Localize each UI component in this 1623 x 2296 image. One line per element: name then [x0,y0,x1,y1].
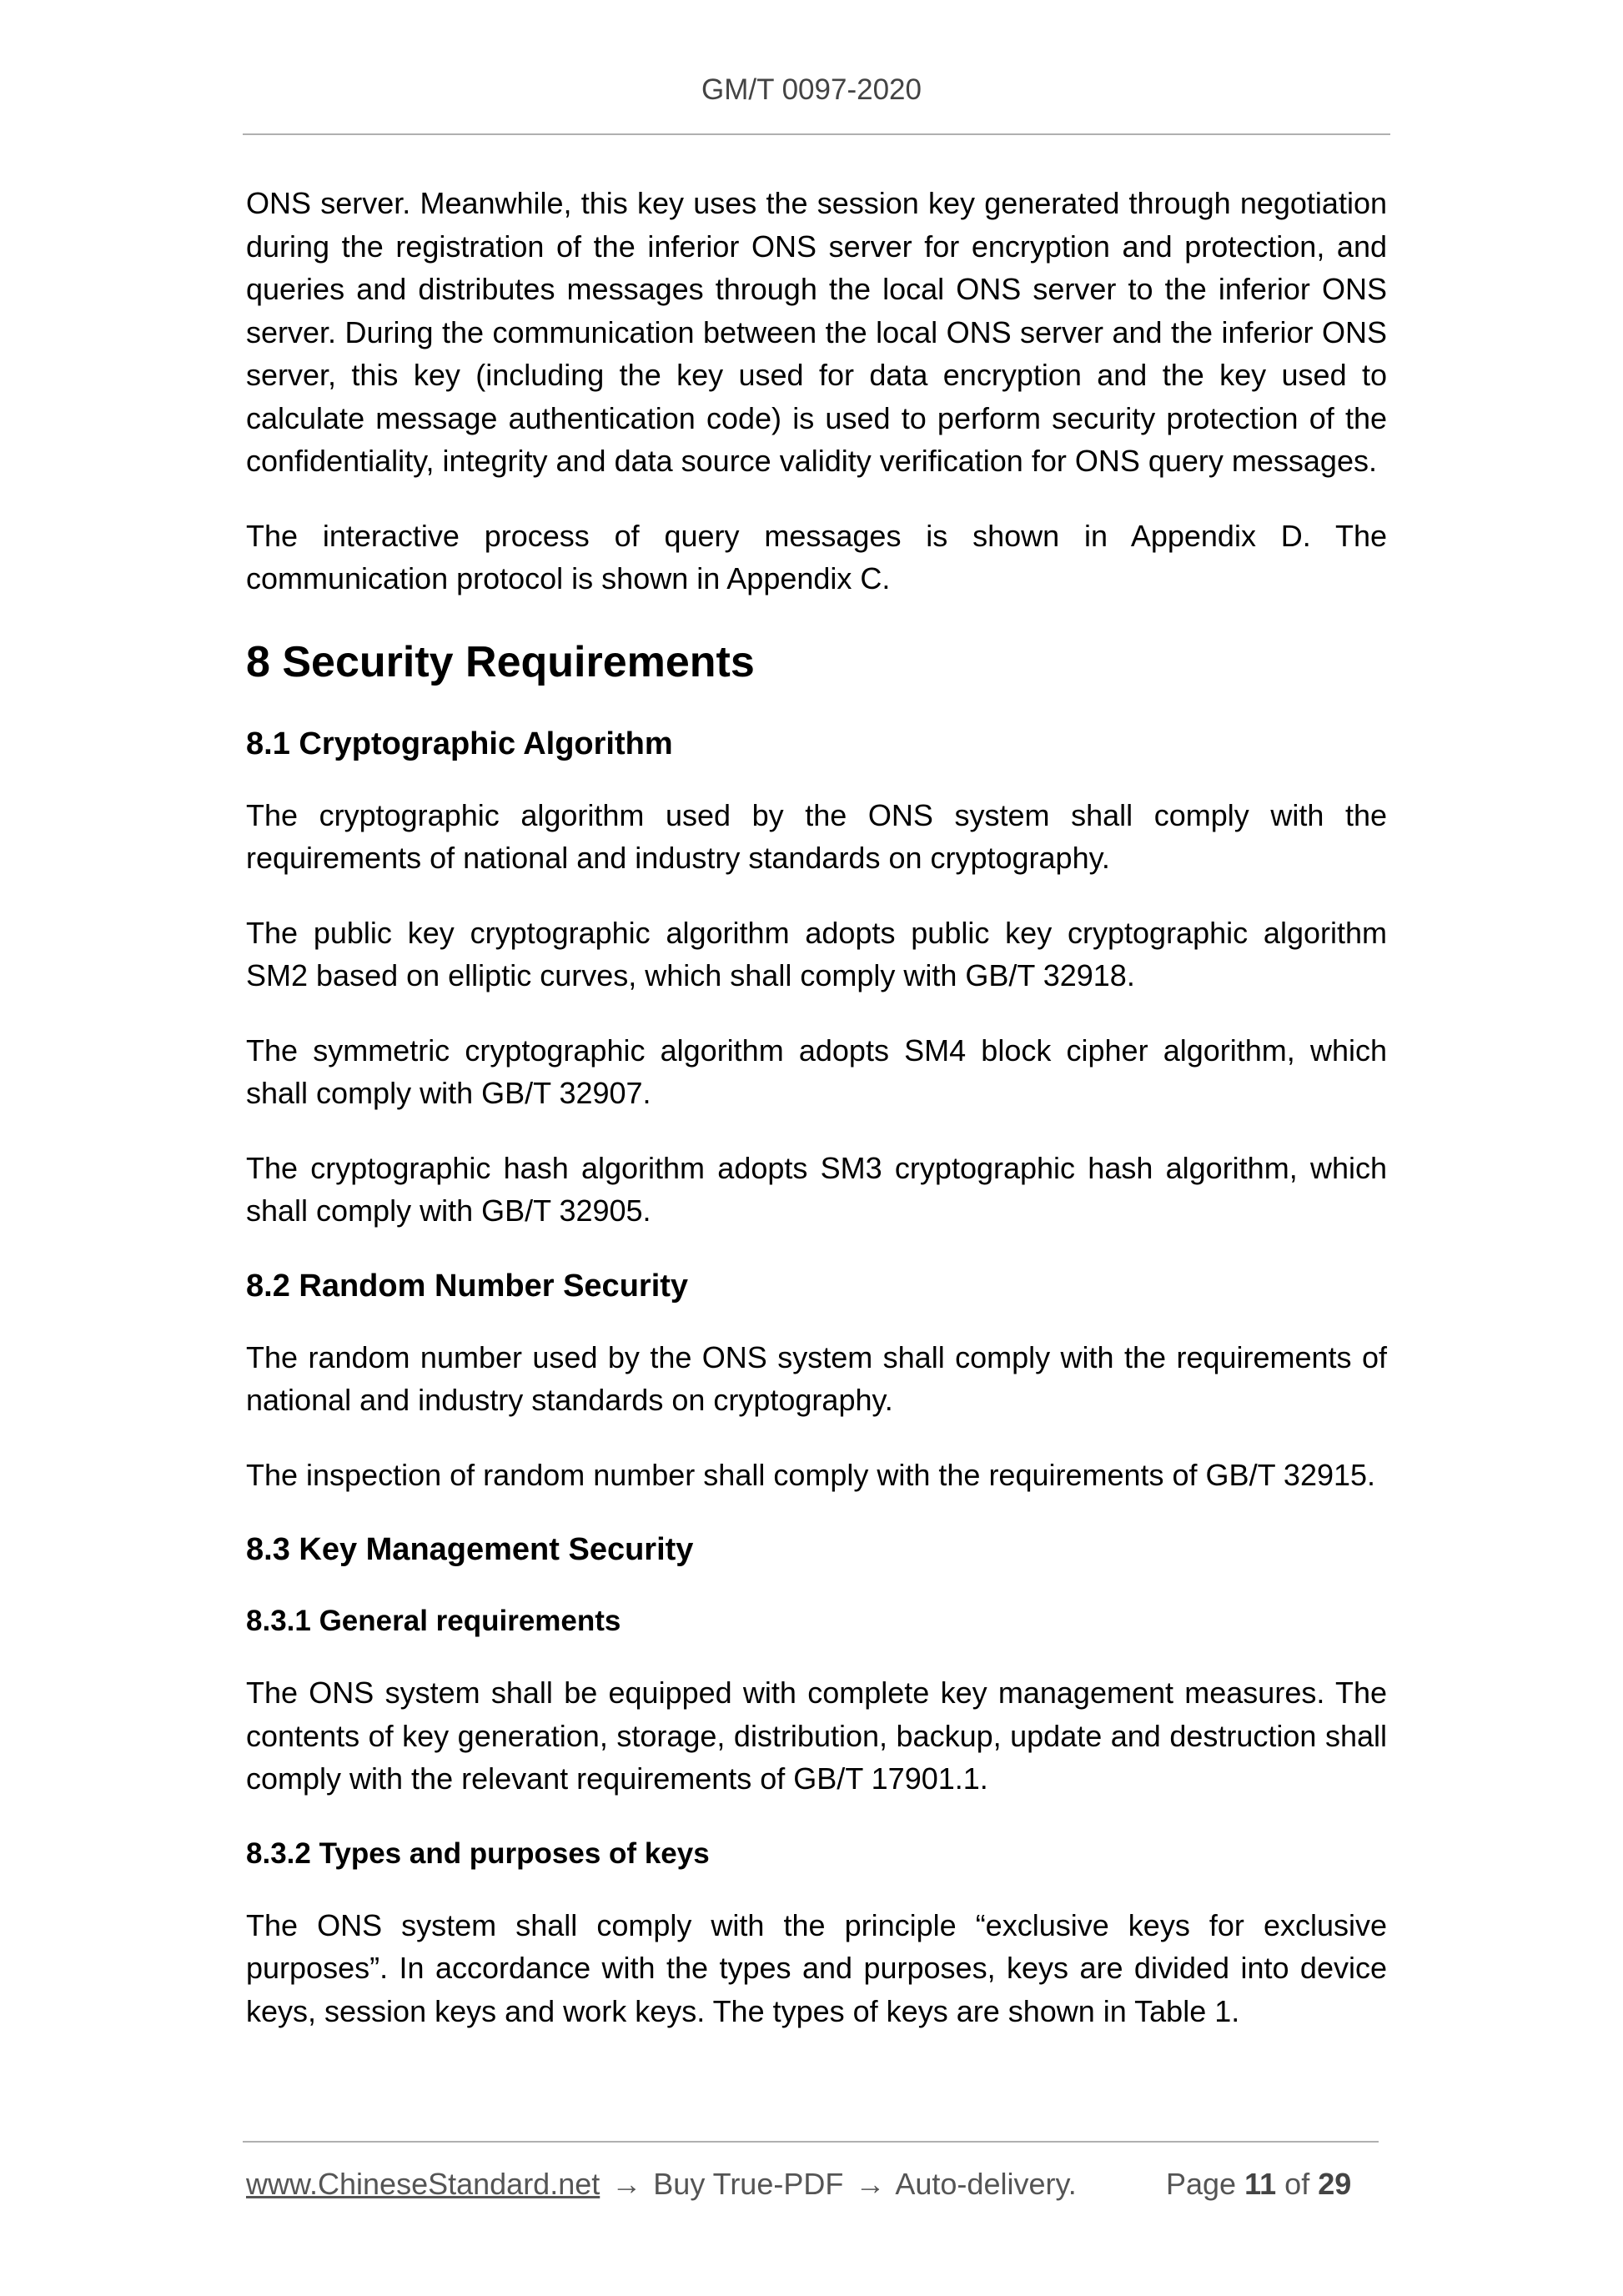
section-heading-8-3-1: 8.3.1 General requirements [246,1605,621,1637]
page-number [1166,2163,1351,2205]
paragraph-8-1-c: The symmetric cryptographic algorithm adopts SM4 block cipher algorithm, which shall comply with GB/T 32907. [246,1032,1387,1110]
page-current: 11 [1244,2167,1277,2201]
arrow-right-icon: → [855,2167,886,2201]
paragraph-ons-server-key: ONS server. Meanwhile, this key uses the session key generated through negotiation during the registration of the inferior ONS server for encryption and protection, and queries and distributes messages through the local ONS server to the inferior ONS server. During the communication between the local ONS server and the inferior ONS server, this key (including the key used for data encryption and the key used to calculate message authentication code) is used to perform security protection of the confidentiality, integrity and data source validity verification for ONS query messages. [246,186,1387,478]
paragraph-8-2-b: The inspection of random number shall comply with the requirements of GB/T 32915. [246,1457,1376,1492]
page-of: of [1284,2167,1310,2201]
arrow-right-icon: → [611,2167,642,2201]
section-heading-8-3-2: 8.3.2 Types and purposes of keys [246,1836,710,1870]
footer-promo [246,2163,1077,2205]
page-total: 29 [1318,2167,1352,2201]
section-heading-8-3: 8.3 Key Management Security [246,1532,694,1567]
paragraph-8-1-a: The cryptographic algorithm used by the ONS system shall comply with the requirements of national and industry standards on cryptography. [246,797,1387,875]
page-label: Page [1166,2167,1237,2201]
site-link[interactable]: www.ChineseStandard.net [246,2167,600,2201]
buy-text: Buy True-PDF [653,2167,844,2201]
section-heading-8-2: 8.2 Random Number Security [246,1268,689,1304]
paragraph-8-3-2: The ONS system shall comply with the principle “exclusive keys for exclusive purposes”. In accordance with the types and purposes, keys are divided into device keys, session keys and work keys. The types of keys are shown in Table 1. [246,1907,1387,2028]
section-heading-8-1: 8.1 Cryptographic Algorithm [246,726,673,761]
section-heading-8: 8 Security Requirements [246,637,755,686]
document-id-header: GM/T 0097-2020 [701,73,922,106]
delivery-text: Auto-delivery. [895,2167,1077,2201]
footer-divider [243,2141,1379,2143]
paragraph-8-1-b: The public key cryptographic algorithm adopts public key cryptographic algorithm SM2 based on elliptic curves, which shall comply with GB/T 32918. [246,915,1387,992]
paragraph-8-1-d: The cryptographic hash algorithm adopts SM3 cryptographic hash algorithm, which shall comply with GB/T 32905. [246,1150,1387,1228]
header-divider [243,133,1390,135]
paragraph-interactive-process: The interactive process of query messages is shown in Appendix D. The communication protocol is shown in Appendix C. [246,518,1387,595]
paragraph-8-2-a: The random number used by the ONS system shall comply with the requirements of national and industry standards on cryptography. [246,1339,1387,1417]
paragraph-8-3-1: The ONS system shall be equipped with complete key management measures. The contents of key generation, storage, distribution, backup, update and destruction shall comply with the relevant requirements of GB/T 17901.1. [246,1676,1387,1796]
document-body [246,182,1387,2064]
